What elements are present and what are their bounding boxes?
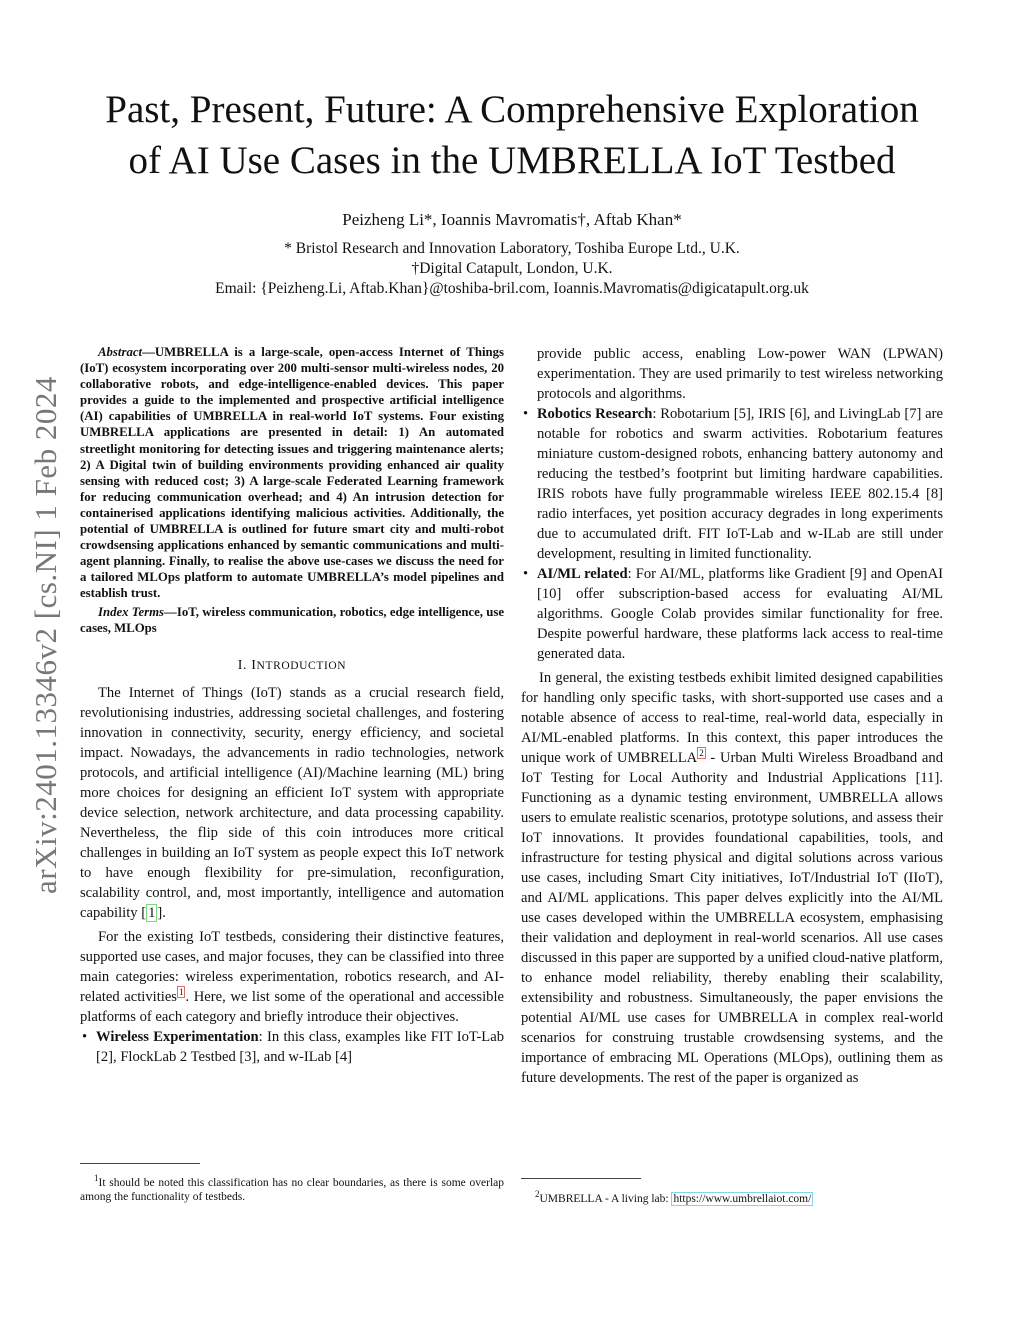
affiliation-digicat: †Digital Catapult, London, U.K. [411,260,613,277]
affiliation-toshiba: * Bristol Research and Innovation Laboratory, Toshiba Europe Ltd., U.K. [284,240,740,257]
paper-title [60,84,964,186]
index-terms [80,604,504,636]
arxiv-identifier [0,330,92,940]
section-number: I. [237,657,248,673]
list-item-aiml [521,564,943,664]
footnote-divider-left [80,1163,200,1164]
intro-paragraph-1: The Internet of Things (IoT) stands as a crucial research field, revolutionising industries, addressing societal challenges, and fostering innovation in connectivity, security, energy efficiency, and societal impact. Nowadays, the advancements in radio technologies, network protocols, and artificial intelligence (AI)/Machine learning (ML) bring more choices for designing an efficient IoT system with appropriate device selection, network architecture, and data processing capability. Nevertheless, the flip side of this coin introduces more critical challenges in building an IoT system as people expect this IoT network to have enough flexibility for pre-simulation, reconfiguration, scalability control, and, most importantly, intelligence and automation capability [ 1 ]. [80,684,504,921]
arxiv-identifier-text: arXiv:2401.13346v2 [cs.NI] 1 Feb 2024 [28,376,64,894]
author-list: Peizheng Li*, Ioannis Mavromatis†, Aftab Khan* [342,210,682,229]
intro-paragraph-2-text-b: . Here, we list some of the operational and accessible platforms of each category and briefly introduce their objectives. [80,988,504,1025]
right-paragraph-1-text-b: - Urban Multi Wireless Broadband and IoT Testing for Local Authority and Industrial Applications [11]. Functioning as a dynamic testing environment, UMBRELLA allows users to emulate realistic scenarios, prototype solutions, and assess their IoT innovations. It provides foundational capabilities, tools, and infrastructure for testing physical and digital solutions across various use cases, including Smart City initiatives, IoT/Industrial IoT (IIoT), and AI/ML applications. This paper delves explicitly into the AI/ML use cases developed within the UMBRELLA ecosystem, emphasising their validation and deployment in real-world scenarios. All use cases discussed in this paper are supported by a unified cloud-native platform, to enhance model reliability, thereby enabling their scalability, extensibility and robustness. Simultaneously, the paper envisions the potential AI/ML use cases for UMBRELLA in complex real-world scenarios for construing trustable crowdsensing systems, and the importance of embracing ML Operations (MLOps), outlining them as future developments. The rest of the paper is organized as [521,750,943,1086]
footnote-ref-2[interactable]: 2 [699,748,704,759]
list-item-robotics [521,404,943,564]
section-heading-introduction [80,656,504,676]
footnote-2 [521,1187,943,1206]
intro-paragraph-2 [80,927,504,1027]
bullet-text-aiml: : For AI/ML, platforms like Gradient [9] and OpenAI [10] offer subscription-based access for evaluating AI/ML algorithms. Google Colab provides similar functionality for free. Despite powerful hardware, these platforms lack access to real-time generated data. [537,566,944,662]
footnote-2-mark: 2 [535,1189,540,1199]
index-terms-text: —IoT, wireless communication, robotics, edge intelligence, use cases, MLOps [80,604,504,635]
abstract-text: —UMBRELLA is a large-scale, open-access Internet of Things (IoT) ecosystem incorporating over 200 multi-sensor multi-wireless nodes, 20 collaborative robots, and edge-intelligence-enabled devices. This paper provides a guide to the implemented and prospective artificial intelligence (AI) capabilities of UMBRELLA in real-world IoT systems. Four existing UMBRELLA applications are presented in detail: 1) An automated streetlight monitoring for detecting issues and triggering maintenance alerts; 2) A Digital twin of building environments providing enhanced air quality sensing with reduced cost; 3) A large-scale Federated Learning framework for reducing communication overhead; and 4) An intrusion detection for containerised applications identifying malicious activities. Additionally, the potential of UMBRELLA is outlined for future smart city and multi-robot crowdsensing applications enhanced by semantic communications and multi-agent planning. Finally, to realise the above use-cases we discuss the need for a tailored MLOps platform to automate UMBRELLA’s model pipelines and establish trust. [80,345,504,601]
intro-paragraph-2-text-a: For the existing IoT testbeds, considering their distinctive features, supported use cases, and major focuses, they can be classified into three main categories: wireless experimentation, robotics research, and AI-related activities [80,928,504,1005]
abstract-lead: Abstract [98,345,143,359]
footnote-2-text: UMBRELLA - A living lab: [539,1192,672,1205]
title-line-1: Past, Present, Future: A Comprehensive Exploration [105,88,919,131]
testbed-category-list [80,1027,504,1067]
title-line-2: of AI Use Cases in the UMBRELLA IoT Testbed [128,139,896,182]
footnote-divider-right [521,1178,641,1179]
bullet-text-robotics: : Robotarium [5], IRIS [6], and LivingLab [7] are notable for robotics and swarm activities. Robotarium features miniature custom-designed robots, enhancing battery autonomy and reducing the testbed’s footprint but limiting hardware capabilities. IRIS robots have fully programmable wireless IEEE 802.15.4 [8] radio interfaces, yet position accuracy degrades in long experiments due to accumulated drift. FIT IoT-Lab and w-ILab are still under development, resulting in limited functionality. [537,406,943,562]
umbrella-url-link[interactable]: https://www.umbrellaiot.com/ [673,1192,812,1205]
bullet-label-aiml: AI/ML related [537,566,628,582]
index-terms-lead: Index Terms [98,604,165,619]
intro-paragraph-1-text: The Internet of Things (IoT) stands as a crucial research field, revolutionising industries, addressing societal challenges, and fostering innovation in connectivity, security, energy efficiency, and societal impact. Nowadays, the advancements in radio technologies, network protocols, and artificial intelligence (AI)/Machine learning (ML) bring more choices for designing an efficient IoT system with appropriate device selection, network architecture, and data processing capability. Nevertheless, the flip side of this coin introduces more critical challenges in building an IoT system as people expect this IoT network to have enough flexibility for pre-simulation, reconfiguration, scalability control, and, most importantly, intelligence and automation capability [80,684,504,921]
bullet-label-robotics: Robotics Research [537,406,653,422]
author-emails: Email: {Peizheng.Li, Aftab.Khan}@toshiba-bril.com, Ioannis.Mavromatis@digicatapult.org.uk [215,280,809,297]
footnote-ref-1[interactable]: 1 [178,986,184,997]
testbed-category-list-continued [521,404,943,664]
footnote-1-text: It should be noted this classification has no clear boundaries, as there is some overlap among the functionality of testbeds. [80,1176,504,1203]
abstract [80,344,504,602]
section-title-rest: NTRODUCTION [256,659,347,672]
right-paragraph-1 [521,668,943,1088]
title-block [60,84,964,299]
left-column [80,344,504,1067]
bullet-label-wireless: Wireless Experimentation [96,1028,259,1045]
bullet-wireless-continued: provide public access, enabling Low-power WAN (LPWAN) experimentation. They are used primarily to test wireless networking protocols and algorithms. [537,346,943,402]
section-title-initial: I [251,657,257,673]
bullet-text-wireless: : In this class, examples like FIT IoT-Lab [2], FlockLab 2 Testbed [3], and w-ILab [4] [96,1028,504,1065]
footnote-1 [80,1171,504,1204]
right-column [521,344,943,1088]
list-item-wireless [80,1027,504,1067]
right-paragraph-1-text-a: In general, the existing testbeds exhibit limited designed capabilities for handling only specific tasks, with short-supported use cases and a notable absence of access to real-time, real-world data, especially in AI/ML-enabled platforms. In this context, this paper introduces the unique work of UMBRELLA [521,670,943,766]
footnote-1-mark: 1 [94,1173,99,1183]
citation-link-1[interactable]: 1 [148,904,156,921]
